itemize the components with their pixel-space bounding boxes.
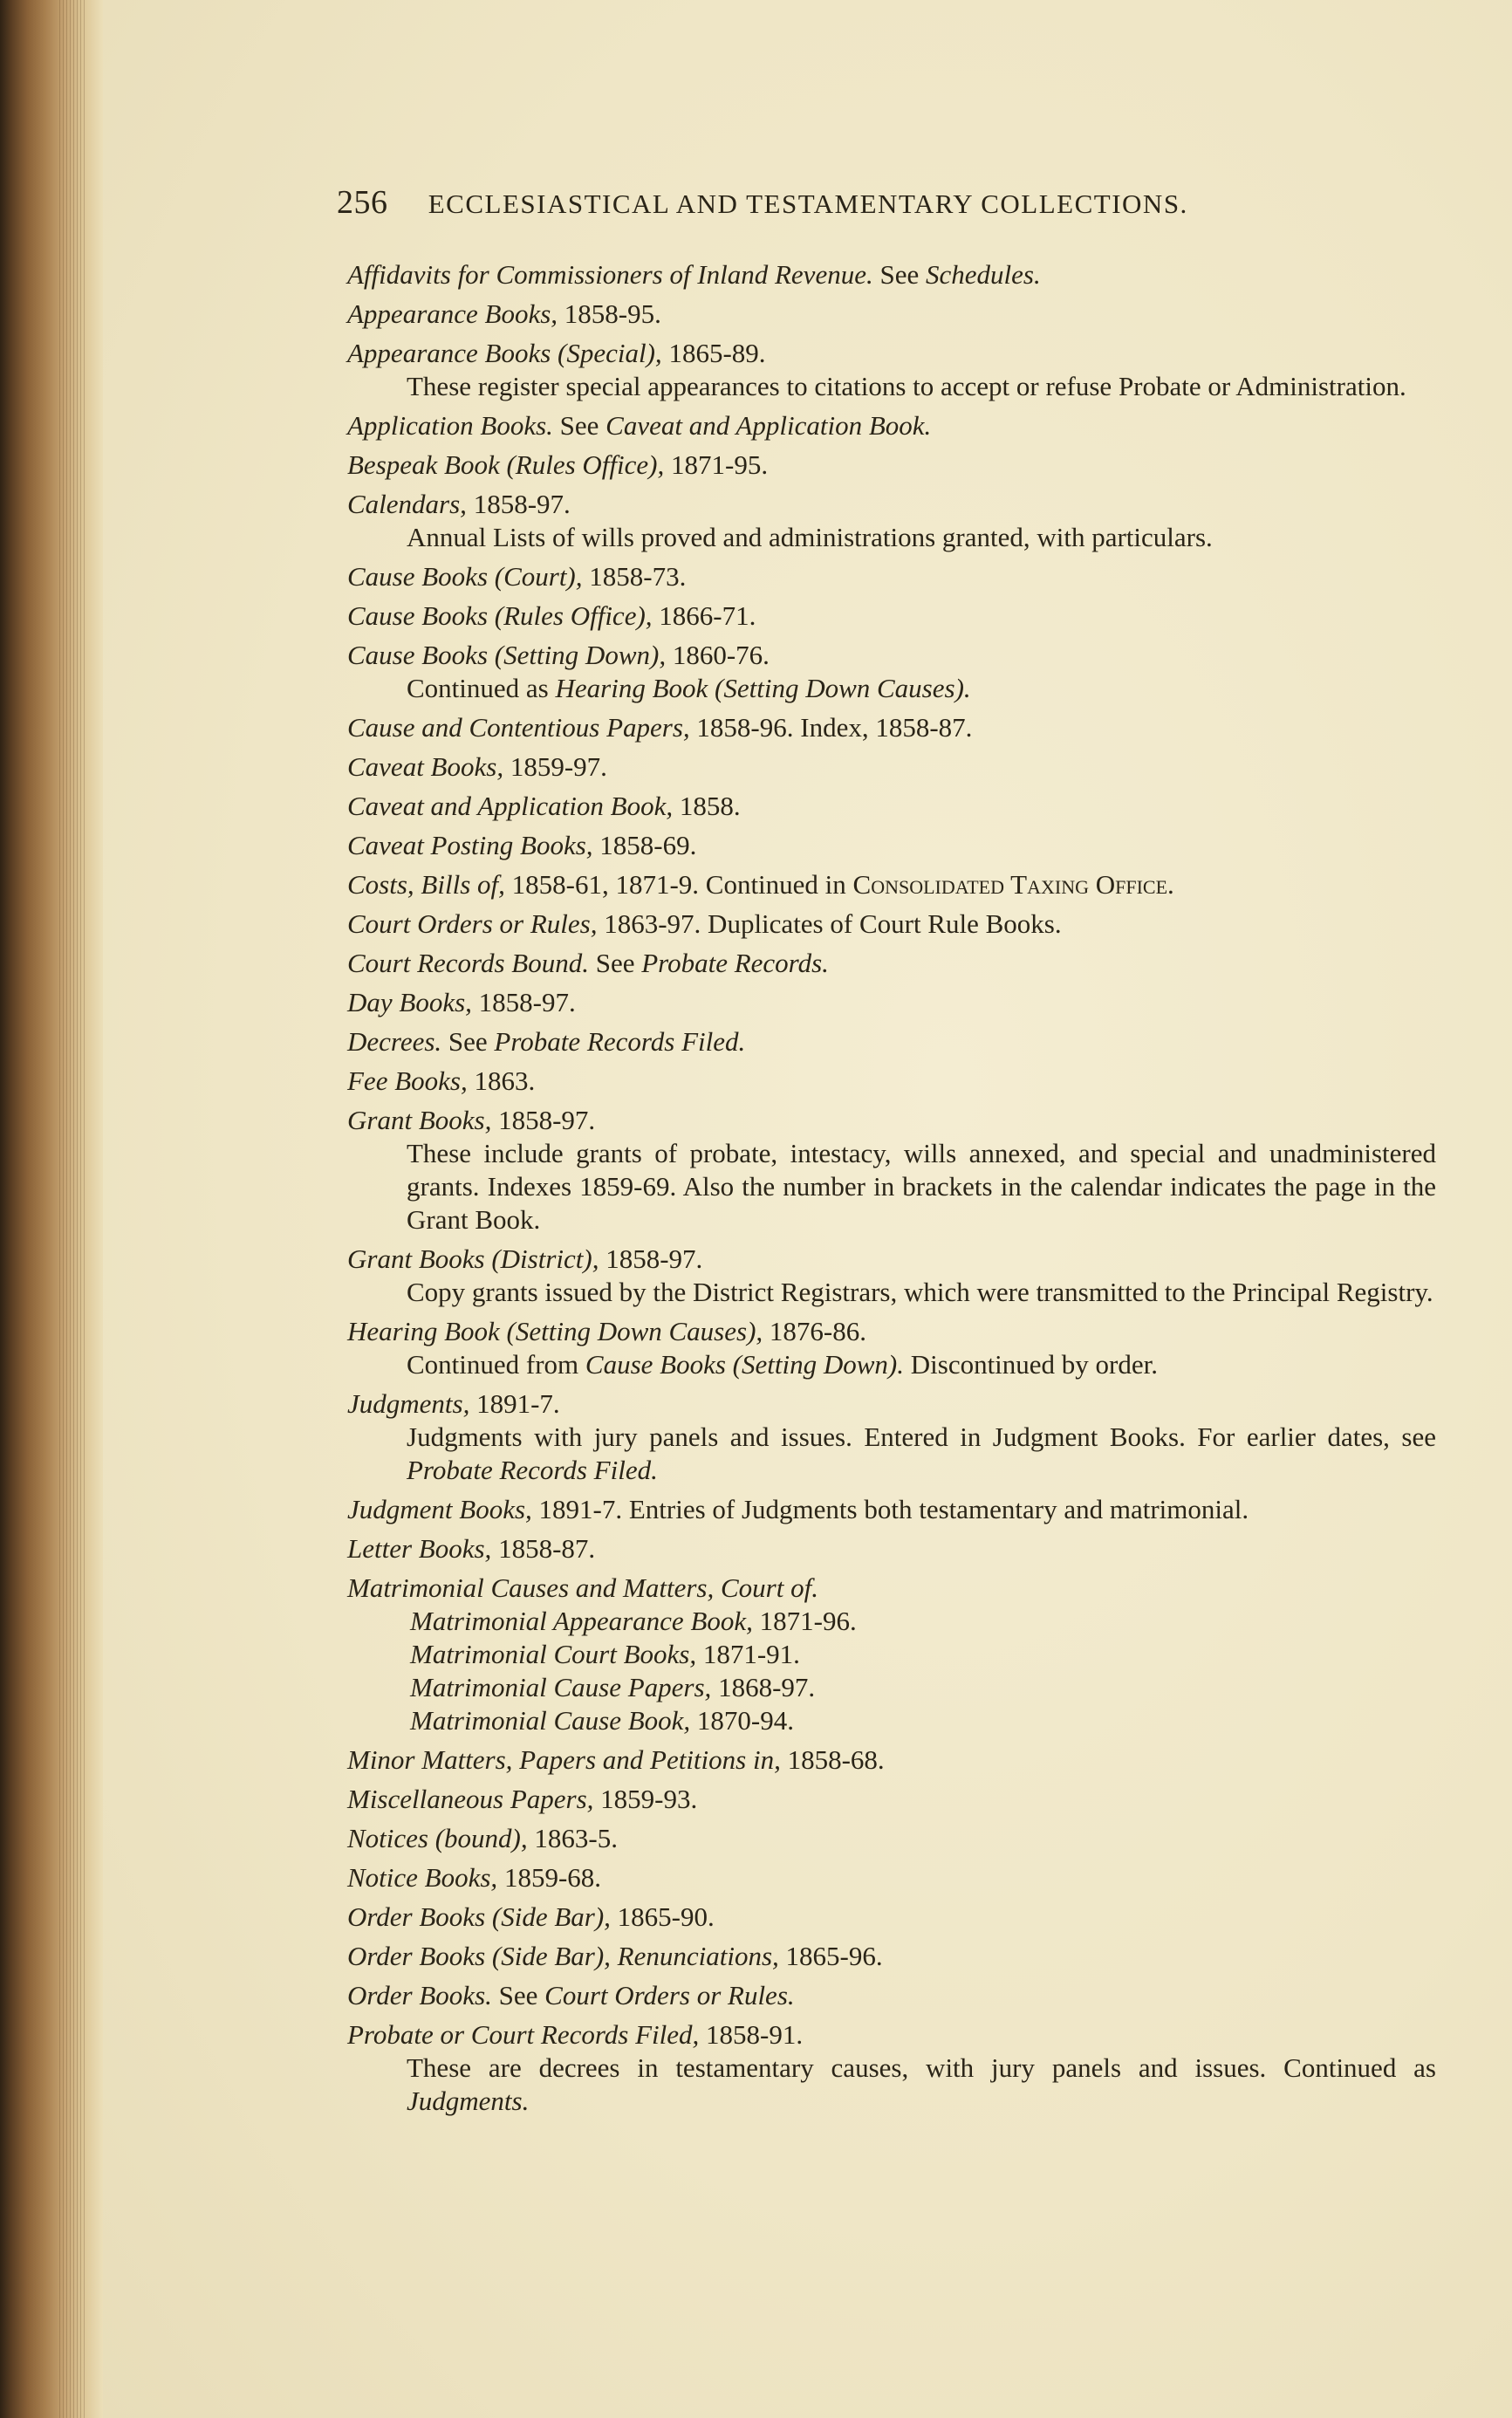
entry-note-reference: Hearing Book (Setting Down Causes). <box>555 673 971 703</box>
entry-title: Notice Books, <box>347 1862 498 1893</box>
list-item <box>347 1493 1436 1526</box>
sub-entry-title: Matrimonial Appearance Book, <box>410 1606 753 1636</box>
entry-heading <box>347 750 1436 784</box>
list-item <box>347 711 1436 744</box>
entry-dates: See <box>595 948 635 978</box>
entry-title: Caveat Books, <box>347 751 504 782</box>
entry-heading <box>347 947 1436 980</box>
entry-dates: 1858-91. <box>706 2019 804 2050</box>
sub-entry <box>410 1704 1436 1737</box>
entry-heading <box>347 488 1436 521</box>
entry-title: Court Records Bound. <box>347 948 589 978</box>
sub-entry-dates: 1871-91. <box>702 1639 800 1669</box>
sub-entry-title: Matrimonial Court Books, <box>410 1639 697 1669</box>
entry-note-reference: Judgments. <box>407 2086 530 2116</box>
entry-note: Annual Lists of wills proved and administrations granted, with particulars. <box>407 522 1213 552</box>
entry-title: Grant Books (District), <box>347 1243 599 1274</box>
entry-dates: 1863-5. <box>534 1823 618 1853</box>
entry-title: Notices (bound), <box>347 1823 528 1853</box>
sub-entry-list <box>347 1605 1436 1737</box>
list-item <box>347 750 1436 784</box>
entry-title: Decrees. <box>347 1026 442 1057</box>
entry-heading <box>347 1387 1436 1421</box>
entry-heading <box>347 1783 1436 1816</box>
list-item <box>347 1315 1436 1381</box>
entry-heading <box>347 2018 1436 2052</box>
entry-title: Matrimonial Causes and Matters, Court of. <box>347 1572 818 1603</box>
entry-title: Affidavits for Commissioners of Inland Revenue. <box>347 259 873 290</box>
entry-heading <box>347 1532 1436 1565</box>
entry-note-reference: Probate Records Filed. <box>407 1455 658 1485</box>
entry-title: Application Books. <box>347 410 553 441</box>
entry-heading <box>347 449 1436 482</box>
entry-dates: 1859-93. <box>600 1784 698 1814</box>
entry-cross-reference: Schedules. <box>925 259 1041 290</box>
entry-note <box>347 672 1436 705</box>
sub-entry <box>410 1671 1436 1704</box>
entry-heading <box>347 1940 1436 1973</box>
entry-title: Order Books. <box>347 1980 492 2010</box>
list-item <box>347 409 1436 442</box>
entry-dates: 1863-97. Duplicates of Court Rule Books. <box>604 908 1062 939</box>
entry-title: Fee Books, <box>347 1065 468 1096</box>
entry-dates: See <box>498 1980 538 2010</box>
entry-heading <box>347 1493 1436 1526</box>
sub-entry <box>410 1638 1436 1671</box>
entry-title: Appearance Books (Special), <box>347 338 662 368</box>
entry-dates: 1858. <box>679 791 741 821</box>
entry-title: Letter Books, <box>347 1533 492 1564</box>
entry-heading <box>347 337 1436 370</box>
entry-note-reference: Cause Books (Setting Down). <box>585 1349 904 1380</box>
entry-heading <box>347 1572 1436 1605</box>
list-item <box>347 1104 1436 1236</box>
sub-entry-dates: 1871-96. <box>759 1606 857 1636</box>
entry-dates: 1863. <box>474 1065 536 1096</box>
list-item <box>347 1979 1436 2012</box>
list-item <box>347 829 1436 862</box>
entry-title: Cause Books (Setting Down), <box>347 640 667 670</box>
page-number: 256 <box>337 184 388 221</box>
list-item <box>347 1243 1436 1309</box>
entry-title: Calendars, <box>347 489 467 519</box>
entry-heading <box>347 1901 1436 1934</box>
entry-cross-reference: Caveat and Application Book. <box>605 410 932 441</box>
entry-heading <box>347 639 1436 672</box>
sub-entry-dates: 1870-94. <box>696 1705 794 1736</box>
entry-dates: 1891-7. <box>476 1388 560 1419</box>
entry-dates: See <box>879 259 920 290</box>
entry-dates: 1865-90. <box>617 1901 715 1932</box>
entry-heading <box>347 599 1436 633</box>
list-item <box>347 298 1436 331</box>
entry-dates: 1858-95. <box>564 298 661 329</box>
entry-title: Appearance Books, <box>347 298 558 329</box>
entry-title: Caveat Posting Books, <box>347 830 593 860</box>
entry-dates: 1858-97. <box>605 1243 703 1274</box>
entry-dates: 1866-71. <box>659 600 756 631</box>
entry-title: Probate or Court Records Filed, <box>347 2019 700 2050</box>
entry-title: Cause and Contentious Papers, <box>347 712 690 743</box>
entry-title: Order Books (Side Bar), <box>347 1901 611 1932</box>
list-item <box>347 908 1436 941</box>
entry-title: Cause Books (Rules Office), <box>347 600 653 631</box>
entry-title: Hearing Book (Setting Down Causes), <box>347 1316 763 1346</box>
entry-note <box>347 2052 1436 2118</box>
sub-entry-title: Matrimonial Cause Papers, <box>410 1672 712 1702</box>
entry-dates: See <box>559 410 599 441</box>
entry-dates: 1891-7. Entries of Judgments both testamentary and matrimonial. <box>538 1494 1249 1524</box>
list-item <box>347 337 1436 403</box>
sub-entry-dates: 1868-97. <box>718 1672 816 1702</box>
entry-title: Judgment Books, <box>347 1494 532 1524</box>
list-item <box>347 1532 1436 1565</box>
entry-dates: 1865-96. <box>785 1941 883 1971</box>
list-item <box>347 947 1436 980</box>
list-item <box>347 1901 1436 1934</box>
list-item <box>347 1025 1436 1058</box>
entry-dates: 1859-97. <box>510 751 607 782</box>
entry-dates: 1858-97. <box>473 489 571 519</box>
entry-dates: 1858-68. <box>787 1744 885 1775</box>
entry-cross-reference: Probate Records Filed. <box>494 1026 746 1057</box>
entry-heading <box>347 790 1436 823</box>
entry-dates: 1858-97. <box>478 987 576 1017</box>
entry-heading <box>347 560 1436 593</box>
entry-note: Copy grants issued by the District Registrars, which were transmitted to the Principal Registry. <box>407 1277 1433 1307</box>
entry-note-text: Continued from <box>407 1349 579 1380</box>
entry-title: Bespeak Book (Rules Office), <box>347 449 665 480</box>
entry-cross-reference: Court Orders or Rules. <box>544 1980 795 2010</box>
list-item <box>347 986 1436 1019</box>
entry-dates: 1858-96. Index, 1858-87. <box>696 712 973 743</box>
running-title: ECCLESIASTICAL AND TESTAMENTARY COLLECTIONS. <box>428 188 1188 219</box>
entry-heading <box>347 986 1436 1019</box>
list-item <box>347 449 1436 482</box>
sub-entry <box>410 1605 1436 1638</box>
entry-note: These include grants of probate, intestacy, wills annexed, and special and unadministered grants. Indexes 1859-69. Also the number in brackets in the calendar indicates the page in the Grant Book. <box>407 1138 1436 1235</box>
list-item <box>347 1940 1436 1973</box>
entry-heading <box>347 1743 1436 1777</box>
entry-cross-reference: Probate Records. <box>641 948 829 978</box>
entry-heading <box>347 298 1436 331</box>
entry-dates: 1858-61, 1871-9. Continued in <box>511 869 846 900</box>
entry-dates: 1860-76. <box>672 640 770 670</box>
entry-heading <box>347 1822 1436 1855</box>
running-header <box>337 183 1188 222</box>
entry-note-text: These are decrees in testamentary causes, with jury panels and issues. Continued as <box>407 2052 1436 2083</box>
list-item <box>347 1065 1436 1098</box>
list-item <box>347 1572 1436 1737</box>
entry-note <box>347 1421 1436 1487</box>
list-item <box>347 1783 1436 1816</box>
entry-heading <box>347 258 1436 291</box>
entry-dates: 1871-95. <box>671 449 769 480</box>
entry-heading <box>347 908 1436 941</box>
entry-heading <box>347 1104 1436 1137</box>
entry-heading <box>347 829 1436 862</box>
list-item <box>347 790 1436 823</box>
entry-title: Costs, Bills of, <box>347 869 505 900</box>
entry-dates: 1858-87. <box>498 1533 596 1564</box>
entry-note-text: Continued as <box>407 673 549 703</box>
entry-heading <box>347 1025 1436 1058</box>
entry-title: Grant Books, <box>347 1105 492 1135</box>
entry-dates: 1865-89. <box>668 338 766 368</box>
list-item <box>347 2018 1436 2118</box>
list-item <box>347 488 1436 554</box>
entry-heading <box>347 711 1436 744</box>
entry-title: Order Books (Side Bar), Renunciations, <box>347 1941 779 1971</box>
entry-title: Caveat and Application Book, <box>347 791 674 821</box>
list-item <box>347 1822 1436 1855</box>
list-item <box>347 599 1436 633</box>
entry-dates: 1859-68. <box>503 1862 602 1893</box>
entry-title: Cause Books (Court), <box>347 561 583 592</box>
entry-heading <box>347 1243 1436 1276</box>
entry-title: Day Books, <box>347 987 472 1017</box>
entry-note: These register special appearances to citations to accept or refuse Probate or Administration. <box>407 371 1406 401</box>
list-item <box>347 868 1436 901</box>
entry-heading <box>347 1065 1436 1098</box>
list-item <box>347 258 1436 291</box>
sub-entry-title: Matrimonial Cause Book, <box>410 1705 691 1736</box>
entry-list <box>347 258 1436 2124</box>
list-item <box>347 1387 1436 1487</box>
entry-heading <box>347 1861 1436 1894</box>
entry-heading <box>347 868 1436 901</box>
entry-dates: 1858-73. <box>589 561 687 592</box>
entry-dates: See <box>448 1026 488 1057</box>
list-item <box>347 1743 1436 1777</box>
entry-office-name: Consolidated Taxing Office. <box>852 869 1174 900</box>
entry-note <box>347 1348 1436 1381</box>
entry-title: Court Orders or Rules, <box>347 908 598 939</box>
entry-note-text: Discontinued by order. <box>904 1349 1159 1380</box>
list-item <box>347 1861 1436 1894</box>
entry-dates: 1876-86. <box>769 1316 866 1346</box>
entry-heading <box>347 1979 1436 2012</box>
entry-note-text: Judgments with jury panels and issues. Entered in Judgment Books. For earlier dates, see <box>407 1421 1436 1452</box>
book-binding-edge <box>0 0 103 2418</box>
list-item <box>347 639 1436 705</box>
entry-title: Minor Matters, Papers and Petitions in, <box>347 1744 781 1775</box>
entry-heading <box>347 1315 1436 1348</box>
entry-dates: 1858-97. <box>498 1105 596 1135</box>
list-item <box>347 560 1436 593</box>
entry-title: Judgments, <box>347 1388 470 1419</box>
entry-dates: 1858-69. <box>599 830 697 860</box>
entry-heading <box>347 409 1436 442</box>
entry-title: Miscellaneous Papers, <box>347 1784 594 1814</box>
